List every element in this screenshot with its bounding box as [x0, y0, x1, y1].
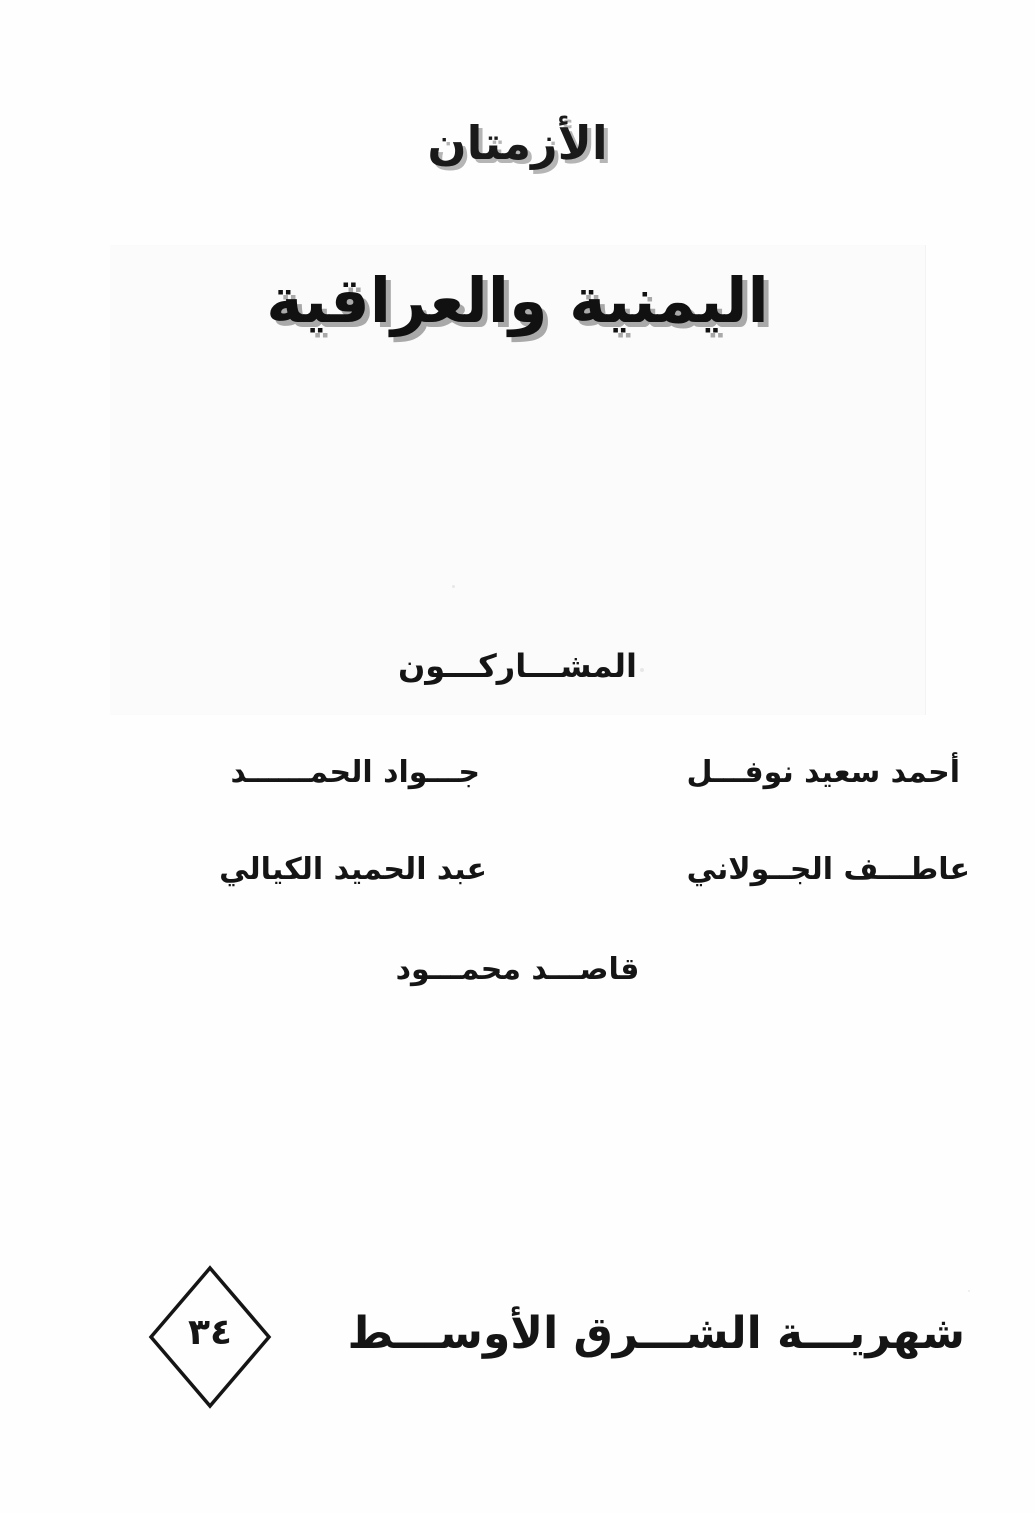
- participant-name: عاطـــف الجــولاني: [686, 852, 970, 887]
- paper-speck: [640, 668, 644, 672]
- title-line-1: الأزمتان: [427, 116, 608, 170]
- participant-name: قاصـــد محمـــود: [395, 952, 640, 987]
- participant-name: أحمد سعيد نوفـــل: [686, 755, 960, 790]
- issue-number-badge: [148, 1265, 272, 1409]
- issue-number: ٣٤: [188, 1312, 232, 1353]
- series-name: شهريـــة الشـــرق الأوســـط: [347, 1308, 965, 1359]
- participant-name: جـــواد الحمــــــد: [230, 755, 480, 790]
- participants-heading: المشـــاركـــون: [397, 647, 638, 685]
- paper-speck: [968, 1290, 970, 1292]
- title-line-2: اليمنية والعراقية: [266, 264, 769, 337]
- paper-speck: [452, 585, 455, 588]
- participant-name: عبد الحميد الكيالي: [219, 852, 487, 887]
